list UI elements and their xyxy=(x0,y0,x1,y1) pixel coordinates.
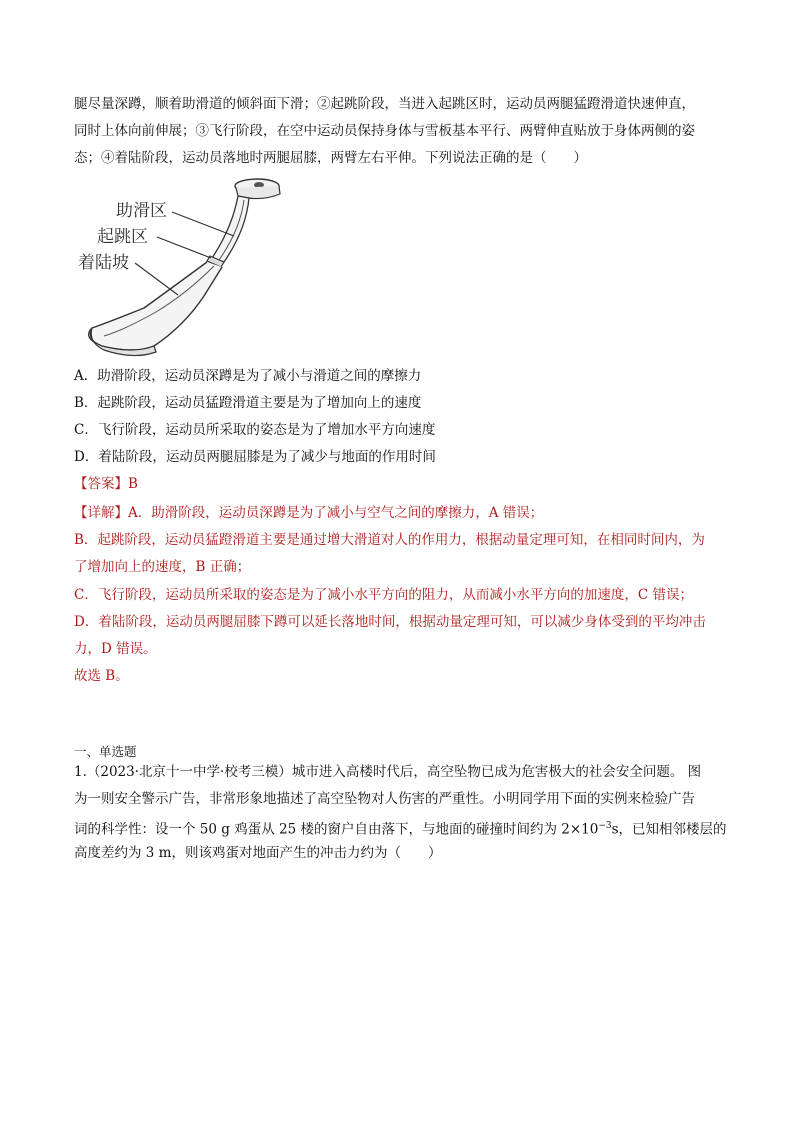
explanation-text-1: A．助滑阶段，运动员深蹲是为了减小与空气之间的摩擦力，A 错误； xyxy=(128,505,544,521)
explanation-line-2: B．起跳阶段，运动员猛蹬滑道主要是通过增大滑道对人的作用力，根据动量定理可知，在相同时间内，为 xyxy=(74,532,705,548)
question-1-line-4: 高度差约为 3 m，则该鸡蛋对地面产生的冲击力约为（ ） xyxy=(74,845,442,861)
leader-line-3 xyxy=(135,263,178,295)
explanation-line-7: 故选 B。 xyxy=(74,668,129,684)
explanation-line-4: C．飞行阶段，运动员所采取的姿态是为了减小水平方向的阻力，从而减小水平方向的加速度，C 错误； xyxy=(74,587,693,603)
landing-slope xyxy=(89,262,222,350)
question-1-line-3-tail: s，已知相邻楼层的 xyxy=(611,821,727,838)
explanation-tag: 【详解】 xyxy=(74,505,128,521)
explanation-line-3: 了增加向上的速度，B 正确； xyxy=(74,559,251,575)
figure-label-inrun: 助滑区 xyxy=(116,201,167,221)
intro-line-2: 同时上体向前伸展；③飞行阶段，在空中运动员保持身体与雪板基本平行、两臂伸直贴放于身体两侧的姿 xyxy=(74,123,695,139)
answer-value: B xyxy=(128,476,138,492)
figure-label-landing: 着陆坡 xyxy=(78,253,129,273)
section-title: 一、单选题 xyxy=(74,744,137,759)
option-c: C．飞行阶段，运动员所采取的姿态是为了增加水平方向速度 xyxy=(74,422,436,438)
explanation-line-6: 力，D 错误。 xyxy=(74,641,157,657)
answer-tag: 【答案】 xyxy=(74,476,128,492)
question-1-line-1: 1.（2023·北京十一中学·校考三模）城市进入高楼时代后，高空坠物已成为危害极大的社会安全问题。 图 xyxy=(74,764,702,780)
figure-label-takeoff: 起跳区 xyxy=(97,227,148,247)
answer-line xyxy=(74,474,138,494)
ski-jump-figure xyxy=(74,170,364,366)
option-d: D．着陆阶段，运动员两腿屈膝是为了减少与地面的作用时间 xyxy=(74,449,436,465)
question-1-line-2: 为一则安全警示广告，非常形象地描述了高空坠物对人伤害的严重性。小明同学用下面的实例来检验广告 xyxy=(74,791,695,807)
option-b: B．起跳阶段，运动员猛蹬滑道主要是为了增加向上的速度 xyxy=(74,395,422,411)
explanation-line-1 xyxy=(74,503,543,523)
explanation-line-5: D．着陆阶段，运动员两腿屈膝下蹲可以延长落地时间，根据动量定理可知，可以减少身体受到的平均冲击 xyxy=(74,614,706,630)
question-1-exponent: −3 xyxy=(598,821,612,831)
question-1-line-3 xyxy=(74,816,727,840)
leader-line-2 xyxy=(157,237,211,258)
leader-line-1 xyxy=(172,212,234,236)
intro-line-3: 态；④着陆阶段，运动员落地时两腿屈膝，两臂左右平伸。下列说法正确的是（ ） xyxy=(74,150,587,166)
option-a: A．助滑阶段，运动员深蹲是为了减小与滑道之间的摩擦力 xyxy=(74,368,422,384)
question-1-line-3-main: 词的科学性：设一个 50 g 鸡蛋从 25 楼的窗户自由落下，与地面的碰撞时间约为 2×10 xyxy=(74,821,599,838)
intro-line-1: 腿尽量深蹲，顺着助滑道的倾斜面下滑；②起跳阶段，当进入起跳区时，运动员两腿猛蹬滑道快速伸直， xyxy=(74,96,695,112)
